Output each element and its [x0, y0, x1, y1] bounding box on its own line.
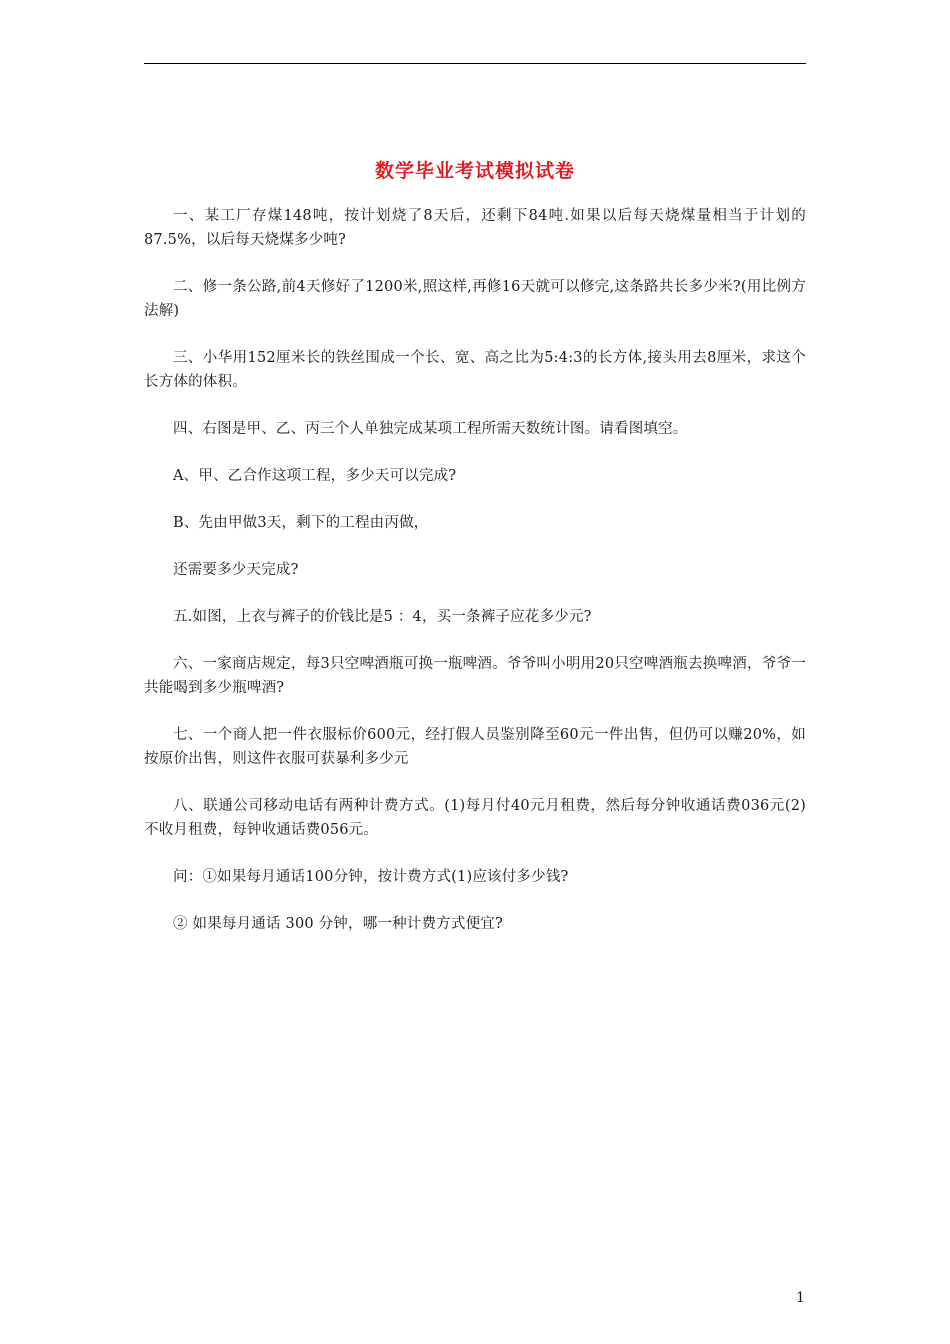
question-6: 六、一家商店规定，每3只空啤酒瓶可换一瓶啤酒。爷爷叫小明用20只空啤酒瓶去换啤酒，爷爷一共能喝到多少瓶啤酒? — [144, 656, 806, 696]
question-4: 四、右图是甲、乙、丙三个人单独完成某项工程所需天数统计图。请看图填空。 — [173, 421, 688, 437]
question-8: 八、联通公司移动电话有两种计费方式。(1)每月付40元月租费，然后每分钟收通话费036元(2)不收月租费，每钟收通话费056元。 — [144, 798, 806, 838]
question-7: 七、一个商人把一件衣服标价600元，经打假人员鉴别降至60元一件出售，但仍可以赚20%，如按原价出售，则这件衣服可获暴利多少元 — [144, 727, 806, 767]
question-4-b: B、先由甲做3天，剩下的工程由丙做， — [173, 515, 429, 531]
question-1: 一、某工厂存煤148吨，按计划烧了8天后，还剩下84吨.如果以后每天烧煤量相当于计划的87.5%，以后每天烧煤多少吨? — [144, 208, 806, 248]
question-3: 三、小华用152厘米长的铁丝围成一个长、宽、高之比为5:4:3的长方体,接头用去8厘米，求这个长方体的体积。 — [144, 350, 806, 390]
page-number: 1 — [796, 1290, 805, 1306]
question-5: 五.如图，上衣与裤子的价钱比是5 ：4，买一条裤子应花多少元? — [173, 609, 592, 625]
question-2: 二、修一条公路,前4天修好了1200米,照这样,再修16天就可以修完,这条路共长多少米?(用比例方法解) — [144, 279, 806, 319]
header-rule — [144, 63, 806, 64]
document-body — [144, 204, 806, 959]
question-8-part-2: ② 如果每月通话 300 分钟，哪一种计费方式便宜? — [173, 916, 503, 932]
question-8-part-1: 问：①如果每月通话100分钟，按计费方式(1)应该付多少钱? — [173, 869, 569, 885]
question-4-b-cont: 还需要多少天完成? — [173, 562, 299, 578]
question-4-a: A、甲、乙合作这项工程，多少天可以完成? — [173, 468, 457, 484]
document-title: 数学毕业考试模拟试卷 — [374, 160, 575, 182]
